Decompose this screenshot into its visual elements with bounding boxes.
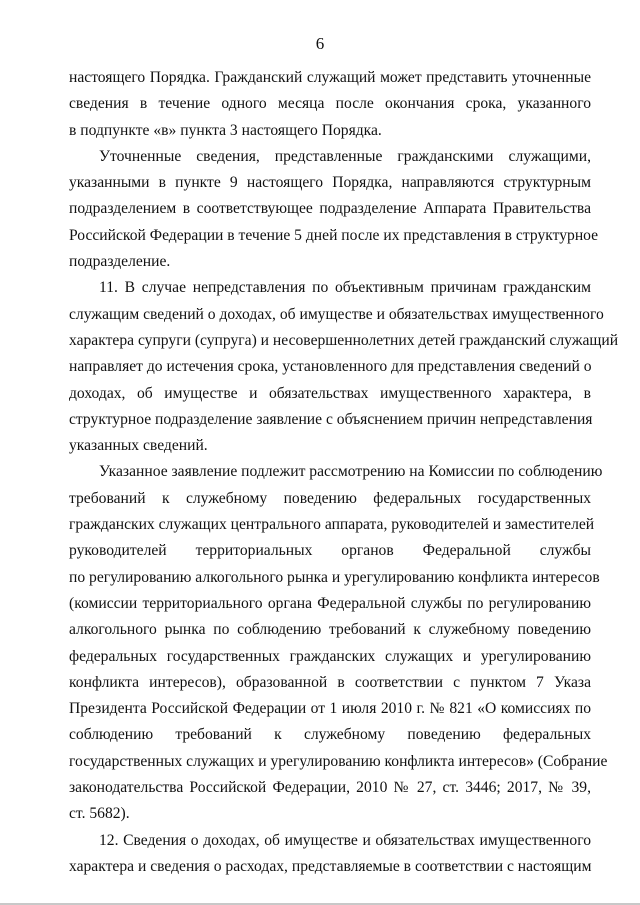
text-line: настоящего Порядка. Гражданский служащий может представить уточненные: [69, 69, 591, 86]
text-line: доходах, об имуществе и обязательствах имущественного характера, в: [69, 384, 591, 402]
paragraph-p3: [69, 275, 619, 459]
text-line: Указанное заявление подлежит рассмотрению на Комиссии по соблюдению: [99, 463, 603, 481]
text-line: характера и сведения о расходах, представляемые в соответствии с настоящим: [69, 857, 592, 875]
text-line: направляет до истечения срока, установленного для представления сведений о: [69, 358, 592, 376]
text-line: соблюдению требований к служебному поведению федеральных: [69, 726, 591, 744]
text-line: Российской Федерации в течение 5 дней после их представления в структурное: [69, 226, 599, 244]
text-line: 11. В случае непредставления по объективным причинам гражданским: [99, 279, 591, 297]
text-line: структурное подразделение заявление с объяснением причин непредставления: [69, 410, 593, 428]
text-line: (комиссии территориального органа Федеральной службы по регулированию: [69, 594, 591, 612]
text-line: в подпункте «в» пункта 3 настоящего Порядка.: [69, 121, 382, 139]
text-line: подразделение.: [69, 253, 171, 271]
text-line: Президента Российской Федерации от 1 июля 2010 г. № 821 «О комиссиях по: [69, 700, 591, 718]
text-line: сведения в течение одного месяца после окончания срока, указанного: [69, 95, 591, 113]
text-line: служащим сведений о доходах, об имуществе и обязательствах имущественного: [69, 305, 604, 323]
paragraph-p5: [69, 828, 591, 881]
paragraph-p2: [69, 144, 599, 275]
text-line: 12. Сведения о доходах, об имуществе и обязательствах имущественного: [99, 831, 591, 849]
text-line: законодательства Российской Федерации, 2010 № 27, ст. 3446; 2017, № 39,: [69, 779, 591, 797]
paragraph-p4: [69, 459, 608, 827]
text-line: алкогольного рынка по соблюдению требований к служебному поведению: [69, 621, 591, 639]
text-line: указанных сведений.: [69, 437, 208, 455]
text-line: требований к служебному поведению федеральных государственных: [69, 489, 591, 507]
text-line: ст. 5682).: [69, 805, 130, 823]
text-line: подразделением в соответствующее подразделение Аппарата Правительства: [69, 200, 591, 218]
paragraph-p1: [69, 65, 591, 144]
text-line: Уточненные сведения, представленные гражданскими служащими,: [99, 147, 591, 165]
text-line: государственных служащих и урегулированию конфликта интересов» (Собрание: [69, 752, 608, 770]
text-line: по регулированию алкогольного рынка и урегулированию конфликта интересов: [69, 568, 600, 586]
text-line: указанными в пункте 9 настоящего Порядка, направляются структурным: [69, 174, 591, 192]
text-line: конфликта интересов), образованной в соответствии с пунктом 7 Указа: [69, 673, 591, 691]
document-body: [69, 65, 619, 880]
text-line: федеральных государственных гражданских служащих и урегулированию: [69, 647, 591, 665]
page-number: 6: [315, 34, 325, 53]
text-line: гражданских служащих центрального аппарата, руководителей и заместителей: [69, 516, 595, 534]
text-line: характера супруги (супруга) и несовершеннолетних детей гражданский служащий: [69, 331, 619, 349]
text-line: руководителей территориальных органов Федеральной службы: [69, 542, 591, 560]
